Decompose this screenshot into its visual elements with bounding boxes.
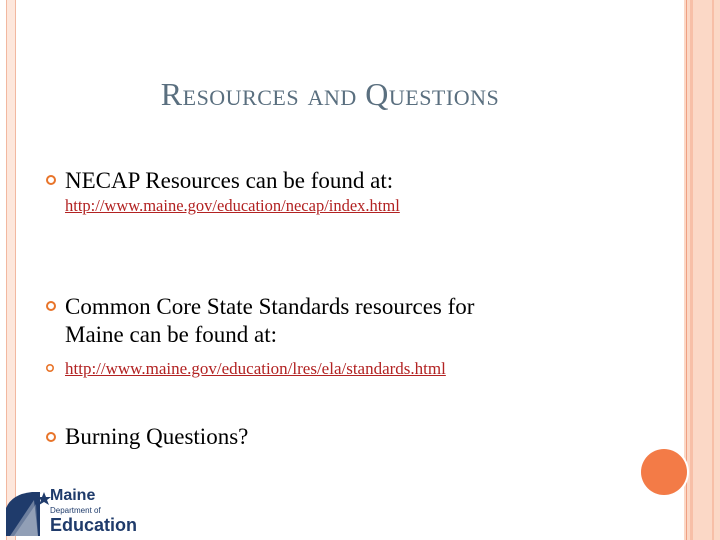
bullet-icon [46,364,54,372]
bullet-icon [46,301,56,311]
bullet-text-ccss-line1: Common Core State Standards resources for [65,294,475,319]
logo-text-maine: Maine [50,487,96,504]
right-decorative-band [684,0,720,540]
logo-shape [6,492,51,536]
bullet-text-necap: NECAP Resources can be found at: [65,168,394,193]
standards-link[interactable]: http://www.maine.gov/education/lres/ela/standards.html [65,359,446,378]
bullet-icon [46,432,56,442]
slide-title: Resources and Questions [160,76,500,112]
logo-text-department: Department of [50,506,101,515]
bullet-text-ccss-line2: Maine can be found at: [65,322,278,347]
decorative-circle [641,449,687,495]
logo-text-education: Education [50,515,138,535]
necap-link[interactable]: http://www.maine.gov/education/necap/index.html [65,196,400,215]
bullet-text-questions: Burning Questions? [65,424,249,449]
bullet-icon [46,175,56,185]
